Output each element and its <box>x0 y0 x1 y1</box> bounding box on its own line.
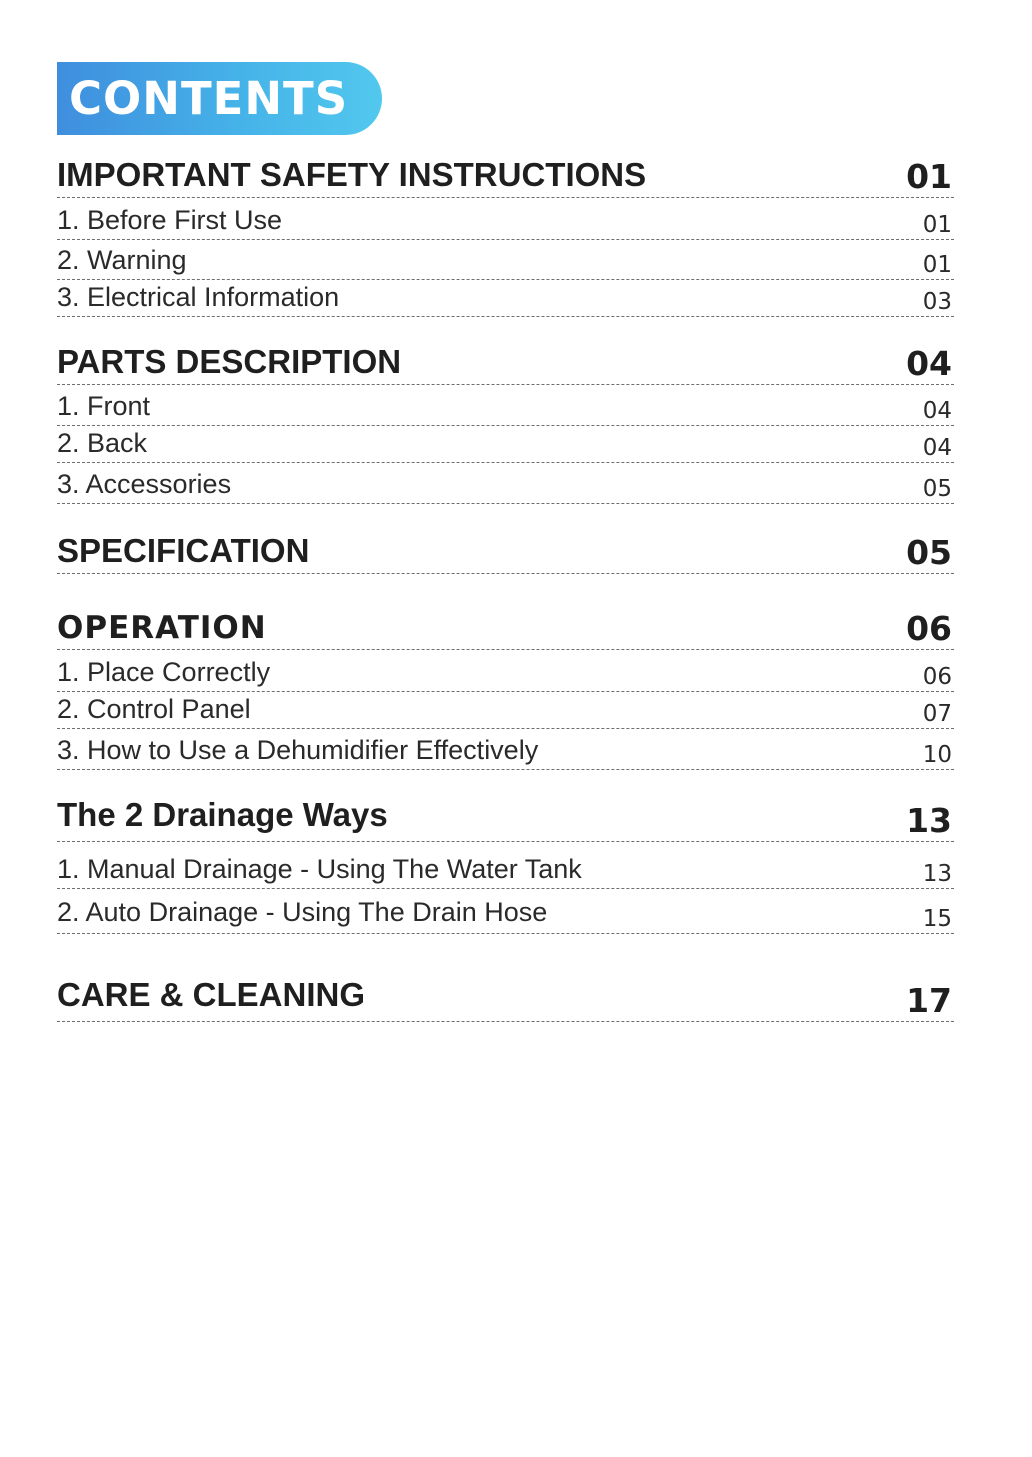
item-page-number: 05 <box>922 476 952 502</box>
toc-item[interactable] <box>57 427 954 463</box>
toc-item[interactable] <box>57 693 954 729</box>
item-label: 2. Auto Drainage - Using The Drain Hose <box>57 897 548 927</box>
toc-item[interactable] <box>57 199 954 240</box>
item-label: 1. Front <box>57 391 151 421</box>
toc-section-specification[interactable] <box>57 530 954 574</box>
section-page-number: 17 <box>906 981 952 1020</box>
item-label: 1. Before First Use <box>57 205 283 235</box>
item-label: 3. How to Use a Dehumidifier Effectively <box>57 735 539 765</box>
section-title: IMPORTANT SAFETY INSTRUCTIONS <box>57 156 647 193</box>
item-label: 2. Back <box>57 428 148 458</box>
item-page-number: 03 <box>922 289 952 315</box>
section-page-number: 04 <box>906 344 952 383</box>
item-label: 2. Control Panel <box>57 694 251 724</box>
item-page-number: 01 <box>922 212 952 238</box>
contents-title: CONTENTS <box>69 72 349 125</box>
section-title: OPERATION <box>57 610 267 646</box>
item-label: 1. Manual Drainage - Using The Water Tank <box>57 854 582 884</box>
item-label: 3. Electrical Information <box>57 282 340 312</box>
item-page-number: 10 <box>922 742 952 768</box>
section-title: CARE & CLEANING <box>57 976 366 1013</box>
section-title: SPECIFICATION <box>57 532 310 569</box>
item-label: 1. Place Correctly <box>57 657 271 687</box>
toc-item[interactable] <box>57 730 954 770</box>
section-page-number: 05 <box>906 533 952 572</box>
toc-section-care-cleaning[interactable] <box>57 973 954 1022</box>
item-page-number: 07 <box>922 701 952 727</box>
item-label: 3. Accessories <box>57 469 232 499</box>
toc-item[interactable] <box>57 241 954 280</box>
toc-section-parts[interactable] <box>57 340 954 385</box>
toc-section-operation[interactable] <box>57 605 954 650</box>
section-page-number: 06 <box>906 609 952 648</box>
item-page-number: 06 <box>922 664 952 690</box>
section-page-number: 01 <box>906 157 952 196</box>
toc-item[interactable] <box>57 843 954 889</box>
item-page-number: 04 <box>922 435 952 461</box>
toc-item[interactable] <box>57 464 954 504</box>
section-title: The 2 Drainage Ways <box>57 796 388 833</box>
item-page-number: 01 <box>922 252 952 278</box>
contents-badge <box>57 62 382 135</box>
toc-item[interactable] <box>57 386 954 426</box>
toc-item[interactable] <box>57 281 954 317</box>
item-page-number: 04 <box>922 398 952 424</box>
toc-item[interactable] <box>57 890 954 934</box>
item-label: 2. Warning <box>57 245 187 275</box>
section-title: PARTS DESCRIPTION <box>57 343 402 380</box>
item-page-number: 15 <box>922 906 952 932</box>
toc-section-safety[interactable] <box>57 150 954 198</box>
section-page-number: 13 <box>906 801 952 840</box>
toc-item[interactable] <box>57 651 954 692</box>
toc-section-drainage[interactable] <box>57 792 954 842</box>
item-page-number: 13 <box>922 861 952 887</box>
